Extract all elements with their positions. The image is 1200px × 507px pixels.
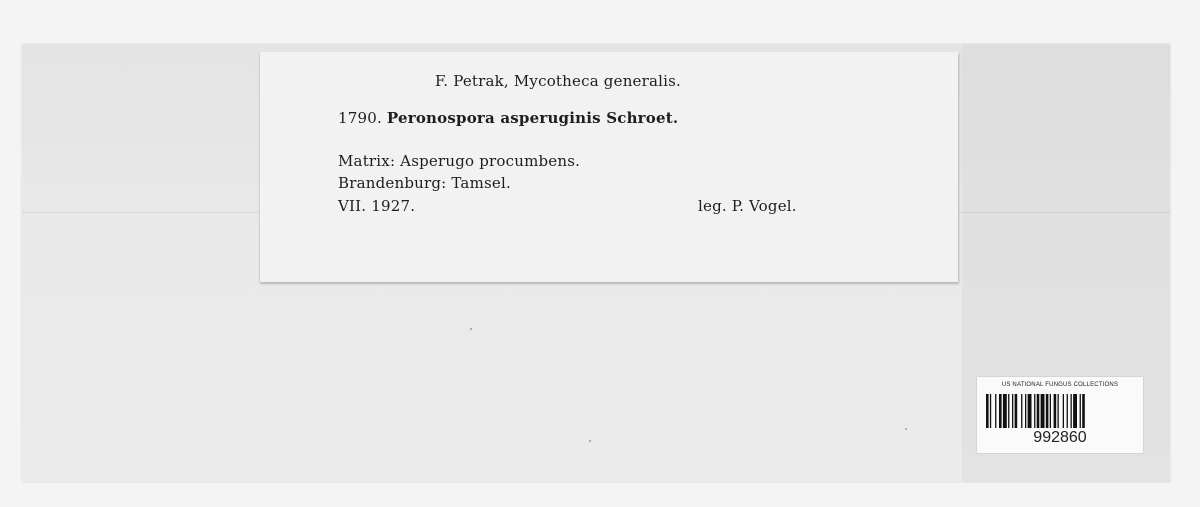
label-series-title: F. Petrak, Mycotheca generalis. bbox=[435, 72, 682, 90]
label-taxon-name: Peronospora asperuginis Schroet. bbox=[386, 109, 679, 127]
dust-speck bbox=[470, 328, 472, 330]
dust-speck bbox=[589, 440, 591, 442]
specimen-label bbox=[259, 52, 958, 282]
label-collector: leg. P. Vogel. bbox=[698, 197, 797, 215]
barcode-icon bbox=[986, 394, 1134, 428]
barcode-label bbox=[977, 377, 1143, 453]
label-date: VII. 1927. bbox=[338, 197, 416, 215]
dust-speck bbox=[905, 428, 907, 430]
label-taxon-line bbox=[338, 109, 678, 127]
label-matrix: Matrix: Asperugo procumbens. bbox=[338, 152, 581, 170]
label-exsiccata-number: 1790. bbox=[338, 109, 382, 127]
barcode-caption: US NATIONAL FUNGUS COLLECTIONS bbox=[1001, 382, 1119, 388]
barcode-number: 992860 bbox=[1033, 429, 1087, 446]
label-locality: Brandenburg: Tamsel. bbox=[338, 174, 511, 192]
